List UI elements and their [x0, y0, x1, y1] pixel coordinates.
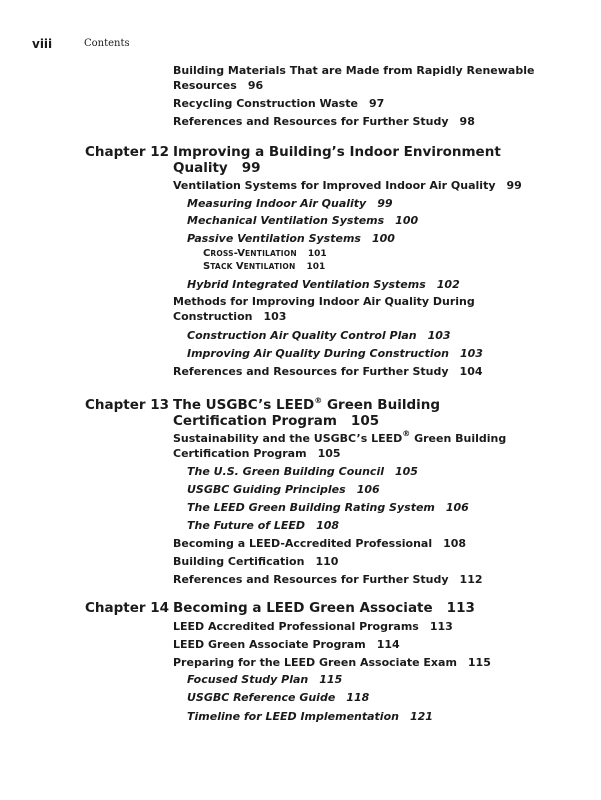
- toc-subentry: Focused Study Plan 115: [187, 673, 343, 686]
- page-ref: 106: [356, 483, 380, 496]
- toc-entry: References and Resources for Further Study 104: [173, 365, 483, 378]
- page-ref: 100: [395, 214, 419, 227]
- page-ref: 113: [446, 600, 475, 616]
- page-ref: 121: [409, 710, 433, 723]
- toc-subentry: Measuring Indoor Air Quality 99: [187, 197, 393, 210]
- toc-entry: Becoming a LEED-Accredited Professional 108: [173, 537, 467, 550]
- page-ref: 96: [247, 79, 264, 92]
- registered-mark: ®: [402, 429, 411, 438]
- toc-subentry: Timeline for LEED Implementation 121: [187, 710, 433, 723]
- toc-entry: Building Certification 110: [173, 555, 339, 568]
- page-ref: 118: [346, 691, 370, 704]
- page-ref: 103: [459, 347, 483, 360]
- page-ref: 100: [371, 232, 395, 245]
- toc-subsubentry: STACK VENTILATION 101: [203, 261, 326, 272]
- toc-entry: Building Materials That are Made from Rapidly Renewable Resources 96: [173, 64, 535, 92]
- page-ref: 98: [459, 115, 475, 128]
- toc-subentry: Hybrid Integrated Ventilation Systems 102: [187, 278, 460, 291]
- page-ref: 112: [459, 573, 483, 586]
- toc-entry: Ventilation Systems for Improved Indoor Air Quality 99: [173, 179, 522, 192]
- page-ref: 108: [443, 537, 467, 550]
- page-ref: 102: [436, 278, 460, 291]
- toc-entry: LEED Accredited Professional Programs 113: [173, 620, 453, 633]
- page-ref: 99: [377, 197, 393, 210]
- page-ref: 97: [368, 97, 385, 110]
- toc-subentry: The U.S. Green Building Council 105: [187, 465, 418, 478]
- toc-entry: References and Resources for Further Study 112: [173, 573, 483, 586]
- page-ref: 110: [315, 555, 339, 568]
- toc-subsubentry: CROSS-VENTILATION 101: [203, 248, 327, 259]
- toc-entry: LEED Green Associate Program 114: [173, 638, 400, 651]
- toc-subentry: USGBC Reference Guide 118: [187, 691, 370, 704]
- toc-entry: Recycling Construction Waste 97: [173, 97, 385, 110]
- page-ref: 105: [317, 447, 341, 460]
- page-ref: 105: [395, 465, 418, 478]
- toc-entry: References and Resources for Further Study 98: [173, 115, 475, 128]
- chapter-title: The USGBC’s LEED® Green Building Certification Program 105: [173, 396, 441, 429]
- page-ref: 105: [350, 413, 380, 429]
- toc-subentry: USGBC Guiding Principles 106: [187, 483, 380, 496]
- page-number: viii: [32, 37, 53, 51]
- page-ref: 99: [506, 179, 522, 192]
- chapter-label: Chapter 12: [85, 144, 170, 160]
- toc-entry: Methods for Improving Indoor Air Quality During Construction 103: [173, 295, 475, 323]
- toc-subentry: The Future of LEED 108: [187, 519, 340, 532]
- toc-entry: Preparing for the LEED Green Associate Exam 115: [173, 656, 491, 669]
- page-ref: 104: [459, 365, 483, 378]
- toc-subentry: Mechanical Ventilation Systems 100: [187, 214, 419, 227]
- page-ref: 108: [316, 519, 340, 532]
- page-ref: 101: [307, 249, 327, 259]
- page-ref: 103: [427, 329, 451, 342]
- toc-subentry: Improving Air Quality During Construction 103: [187, 347, 483, 360]
- page-ref: 106: [445, 501, 469, 514]
- chapter-title: Improving a Building’s Indoor Environment Quality 99: [173, 144, 501, 176]
- page-ref: 115: [467, 656, 491, 669]
- toc-subentry: Passive Ventilation Systems 100: [187, 232, 395, 245]
- page-ref: 101: [306, 262, 326, 272]
- page-ref: 99: [241, 160, 261, 176]
- page-ref: 114: [376, 638, 400, 651]
- toc-subentry: The LEED Green Building Rating System 106: [187, 501, 469, 514]
- chapter-label: Chapter 14: [85, 600, 170, 616]
- toc-subentry: Construction Air Quality Control Plan 103: [187, 329, 451, 342]
- registered-mark: ®: [314, 396, 323, 405]
- page-ref: 113: [429, 620, 453, 633]
- chapter-label: Chapter 13: [85, 397, 170, 413]
- page-ref: 103: [263, 310, 287, 323]
- running-title: Contents: [84, 38, 130, 49]
- toc-entry: Sustainability and the USGBC’s LEED® Green Building Certification Program 105: [173, 429, 507, 460]
- chapter-title: Becoming a LEED Green Associate 113: [173, 600, 475, 616]
- page-ref: 115: [319, 673, 343, 686]
